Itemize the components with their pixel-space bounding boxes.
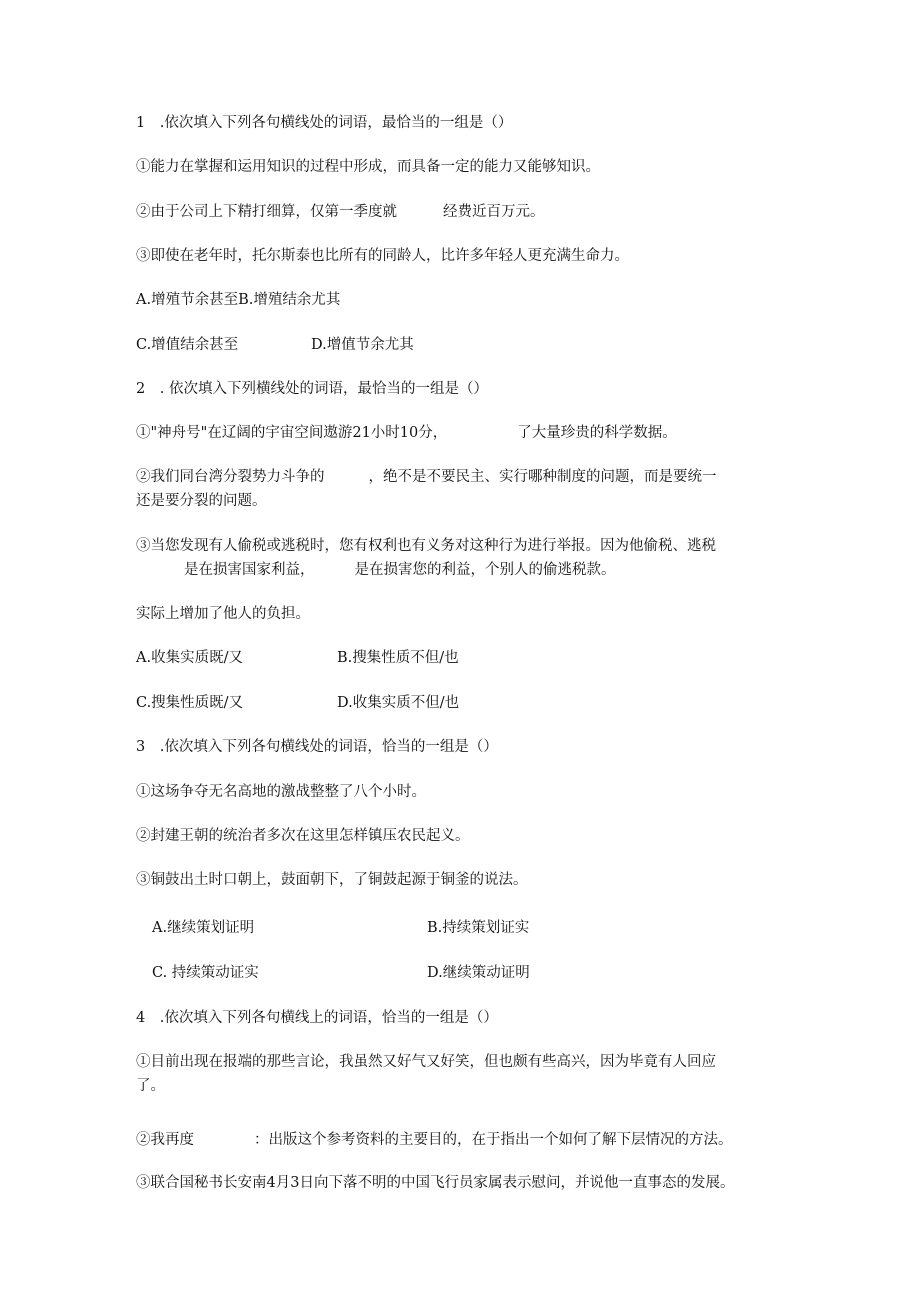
question-4-sentence-2 [136,1130,733,1150]
question-2-option-d: D.收集实质不但/也 [337,695,460,711]
question-1-option-d: D.增值节余尤其 [311,337,414,353]
question-2-sentence-2 [136,467,717,487]
q2-s3-part-3: 是在损害您的利益，个别人的偷逃税款。 [354,562,616,578]
question-4-title: 4 .依次填入下列各句横线上的词语，恰当的一组是（） [136,1010,498,1026]
q2-s1-part-1: ①"神舟号"在辽阔的宇宙空间遨游21小时10分， [136,425,448,441]
question-2-sentence-3-cont [136,560,616,580]
q2-s2-part-1: ②我们同台湾分裂势力斗争的 [136,469,325,485]
q2-s1-part-2: 了大量珍贵的科学数据。 [517,425,677,441]
q1-s2-part-1: ②由于公司上下精打细算，仅第一季度就 [136,204,397,220]
question-3-option-d: D.继续策动证明 [427,965,530,981]
question-4-sentence-1: ①目前出现在报端的那些言论，我虽然又好气又好笑，但也颇有些高兴，因为毕竟有人回应 [136,1054,716,1070]
question-3-sentence-1: ①这场争夺无名高地的激战整整了八个小时。 [136,784,426,800]
question-1-sentence-3: ③即使在老年时，托尔斯泰也比所有的同龄人，比许多年轻人更充满生命力。 [136,248,629,264]
question-3-option-c: C. 持续策动证实 [152,965,259,981]
question-2-option-c: C.搜集性质既/又 [136,695,244,711]
q1-s2-part-2: 经费近百万元。 [443,204,545,220]
question-3-option-b: B.持续策划证实 [427,920,530,936]
question-3-option-a: A.继续策划证明 [152,920,255,936]
question-1-sentence-2 [136,202,545,222]
question-2-sentence-1 [136,423,677,443]
question-4-sentence-3: ③联合国秘书长安南4月3日向下落不明的中国飞行员家属表示慰问，并说他一直事态的发展。 [136,1175,735,1191]
question-2-sentence-4: 实际上增加了他人的负担。 [136,606,310,622]
question-3-title: 3 .依次填入下列各句横线处的词语，恰当的一组是（） [136,739,498,755]
q4-s2-part-2: ：出版这个参考资料的主要目的，在于指出一个如何了解下层情况的方法。 [254,1132,733,1148]
q4-s2-part-1: ②我再度 [136,1132,194,1148]
question-4-sentence-1-cont: 了。 [136,1078,165,1094]
question-3-sentence-2: ②封建王朝的统治者多次在这里怎样镇压农民起义。 [136,828,470,844]
question-2-option-b: B.搜集性质不但/也 [337,650,459,666]
question-1-title: 1 .依次填入下列各句横线处的词语，最恰当的一组是（） [136,115,513,131]
question-1-sentence-1: ①能力在掌握和运用知识的过程中形成，而具备一定的能力又能够知识。 [136,159,600,175]
q2-s3-part-2: 是在损害国家利益， [184,562,315,578]
question-3-sentence-3: ③铜鼓出土时口朝上，鼓面朝下，了铜鼓起源于铜釜的说法。 [136,872,528,888]
question-1-option-a-b: A.增殖节余甚至B.增殖结余尤其 [136,292,341,308]
q2-s2-part-2: ，绝不是不要民主、实行哪种制度的问题，而是要统一 [368,469,717,485]
question-2-option-a: A.收集实质既/又 [136,650,243,666]
question-1-option-c: C.增值结余甚至 [136,337,239,353]
question-2-sentence-2-cont: 还是要分裂的问题。 [136,493,267,509]
question-2-title: 2 . 依次填入下列横线处的词语，最恰当的一组是（） [136,381,488,397]
question-2-sentence-3: ③当您发现有人偷税或逃税时，您有权利也有义务对这种行为进行举报。因为他偷税、逃税 [136,538,716,554]
